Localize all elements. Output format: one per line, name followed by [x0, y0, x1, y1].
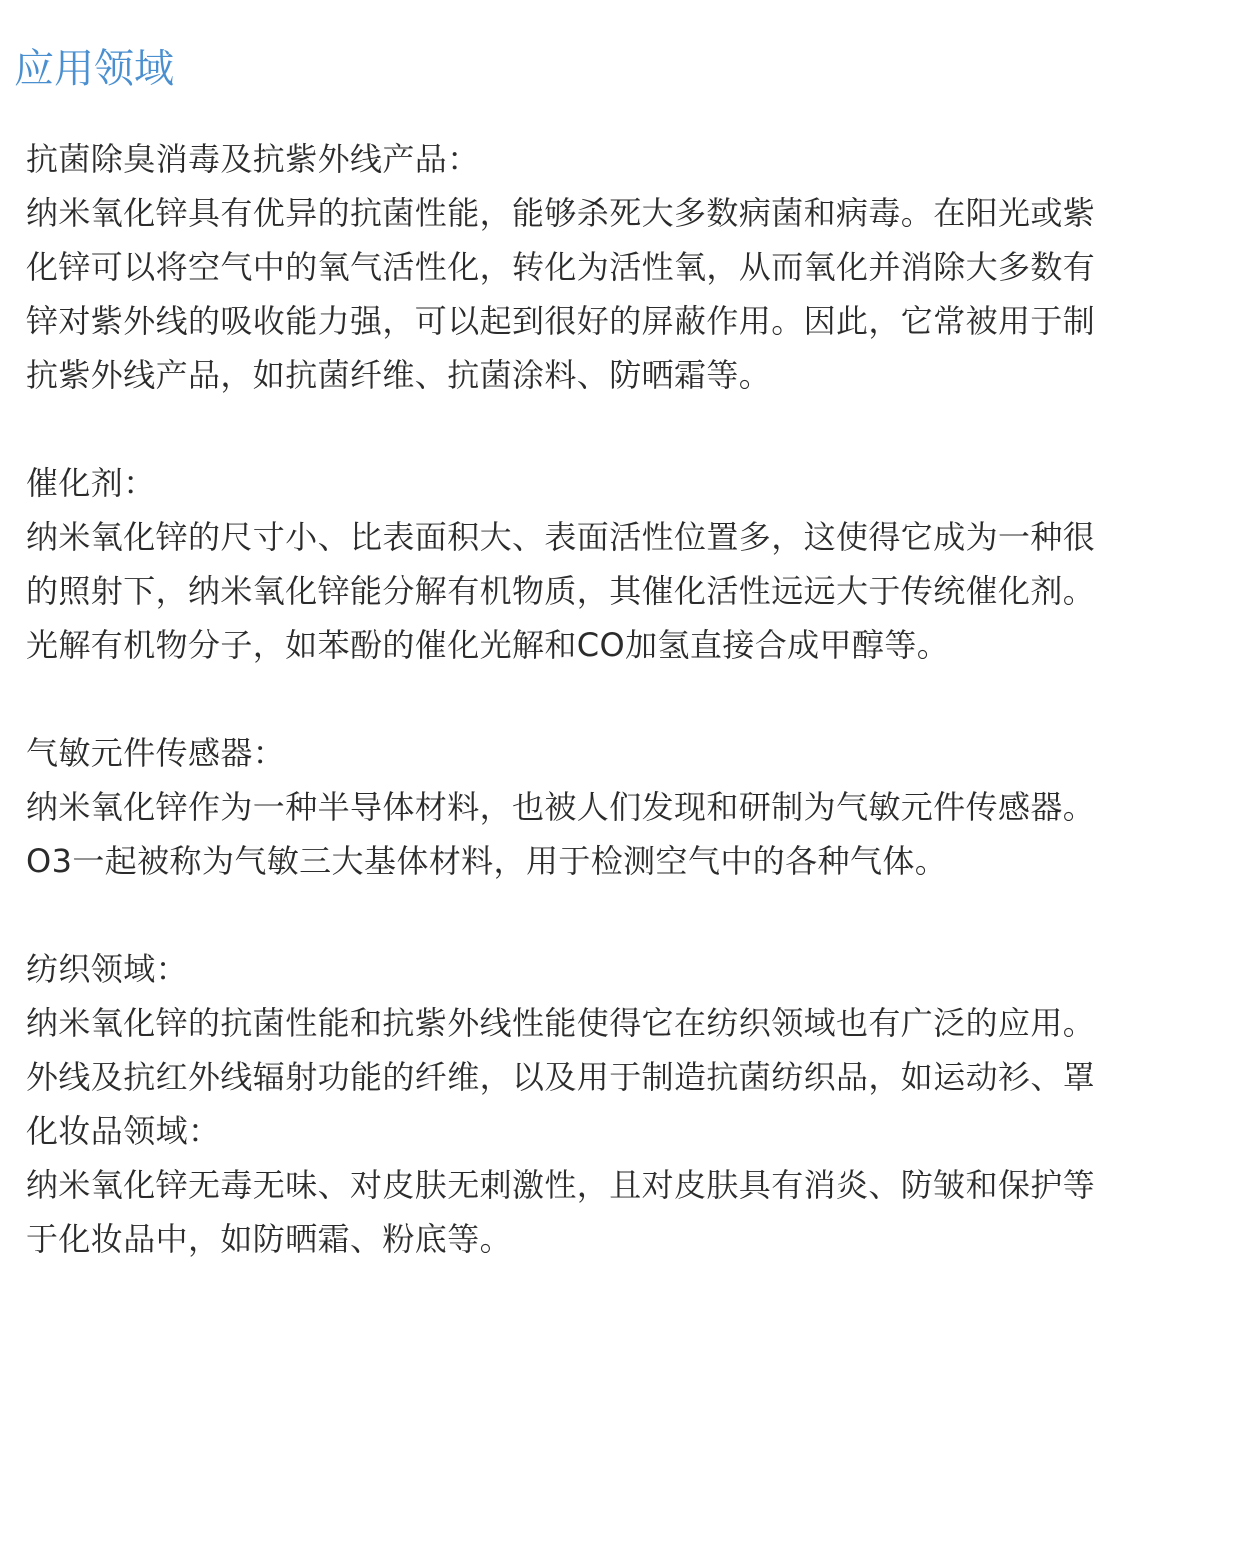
section-catalyst	[26, 456, 1240, 672]
paragraph-line: O3一起被称为气敏三大基体材料，用于检测空气中的各种气体。	[26, 842, 948, 880]
paragraph-line: 的照射下，纳米氧化锌能分解有机物质，其催化活性远远大于传统催化剂。	[26, 572, 1096, 610]
section-cosmetics	[26, 1104, 1240, 1266]
page-title: 应用领域	[14, 46, 174, 92]
section-gas-sensor	[26, 726, 1240, 888]
article-body	[26, 132, 1240, 1266]
paragraph-line: 于化妆品中，如防晒霜、粉底等。	[26, 1220, 513, 1258]
paragraph-line: 光解有机物分子，如苯酚的催化光解和CO加氢直接合成甲醇等。	[26, 626, 950, 664]
paragraph-line: 纳米氧化锌具有优异的抗菌性能，能够杀死大多数病菌和病毒。在阳光或紫	[26, 194, 1096, 232]
paragraph-line: 化锌可以将空气中的氧气活性化，转化为活性氧，从而氧化并消除大多数有	[26, 248, 1096, 286]
section-spacer	[26, 672, 1240, 726]
paragraph-line: 纳米氧化锌的尺寸小、比表面积大、表面活性位置多，这使得它成为一种很	[26, 518, 1096, 556]
section-antibacterial	[26, 132, 1240, 402]
paragraph-line: 纳米氧化锌无毒无味、对皮肤无刺激性，且对皮肤具有消炎、防皱和保护等	[26, 1166, 1096, 1204]
paragraph-line: 锌对紫外线的吸收能力强，可以起到很好的屏蔽作用。因此，它常被用于制	[26, 302, 1096, 340]
section-textile	[26, 942, 1240, 1104]
paragraph-line: 纳米氧化锌作为一种半导体材料，也被人们发现和研制为气敏元件传感器。	[26, 788, 1096, 826]
section-spacer	[26, 888, 1240, 942]
section-heading: 纺织领域：	[26, 950, 189, 988]
section-heading: 气敏元件传感器：	[26, 734, 286, 772]
section-heading: 化妆品领域：	[26, 1112, 221, 1150]
section-heading: 催化剂：	[26, 464, 156, 502]
section-heading: 抗菌除臭消毒及抗紫外线产品：	[26, 140, 480, 178]
paragraph-line: 外线及抗红外线辐射功能的纤维，以及用于制造抗菌纺织品，如运动衫、罩	[26, 1058, 1096, 1096]
paragraph-line: 抗紫外线产品，如抗菌纤维、抗菌涂料、防晒霜等。	[26, 356, 772, 394]
section-spacer	[26, 402, 1240, 456]
paragraph-line: 纳米氧化锌的抗菌性能和抗紫外线性能使得它在纺织领域也有广泛的应用。	[26, 1004, 1096, 1042]
